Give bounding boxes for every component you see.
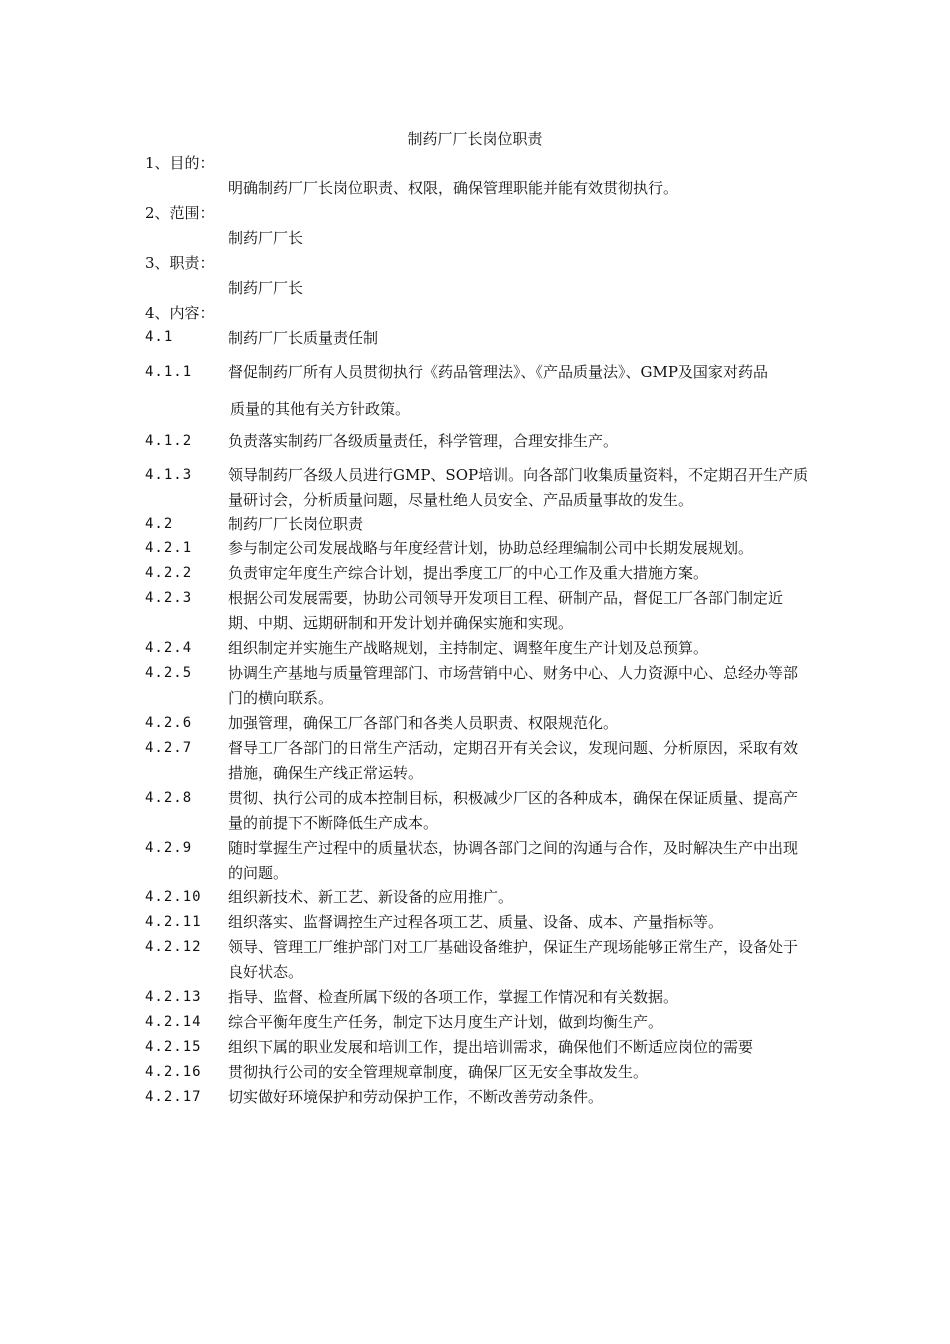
item-number: 4.2.6 [145,715,193,731]
item-text: 督促制药厂所有人员贯彻执行《药品管理法》、《产品质量法》、GMP及国家对药品 [228,363,768,381]
item-text: 协调生产基地与质量管理部门、市场营销中心、财务中心、人力资源中心、总经办等部门的横向联系。 [228,664,799,707]
item-text: 领导、管理工厂维护部门对工厂基础设备维护，保证生产现场能够正常生产，设备处于良好状态。 [228,938,799,981]
item-number: 4.1.2 [145,433,193,449]
item-number: 4.2.17 [145,1089,202,1105]
item-number: 4.2.4 [145,640,193,656]
item-text: 加强管理，确保工厂各部门和各类人员职责、权限规范化。 [228,714,619,732]
item-text: 组织新技术、新工艺、新设备的应用推广。 [228,888,514,906]
item-number: 4.2.9 [145,840,193,856]
item-text: 督导工厂各部门的日常生产活动，定期召开有关会议，发现问题、分析原因，采取有效措施，确保生产线正常运转。 [228,739,799,782]
item-text: 负责落实制药厂各级质量责任，科学管理，合理安排生产。 [228,432,619,450]
item-number: 4.1 [145,329,174,345]
item-text: 制药厂厂长质量责任制 [228,329,379,347]
item-number: 4.2.13 [145,989,202,1005]
item-number: 4.2.15 [145,1039,202,1055]
item-number: 4.1.1 [145,364,193,380]
item-text: 切实做好环境保护和劳动保护工作，不断改善劳动条件。 [228,1088,604,1106]
item-text: 组织制定并实施生产战略规划，主持制定、调整年度生产计划及总预算。 [228,639,709,657]
item-text: 制药厂厂长岗位职责 [228,515,364,533]
item-number: 4.2.11 [145,914,202,930]
section-purpose-heading: 1、目的： [145,154,215,172]
item-text: 参与制定公司发展战略与年度经营计划，协助总经理编制公司中长期发展规划。 [228,539,754,557]
section-duty-text: 制药厂厂长 [228,279,304,297]
item-text: 随时掌握生产过程中的质量状态，协调各部门之间的沟通与合作，及时解决生产中出现的问题。 [228,839,799,882]
item-text: 领导制药厂各级人员进行GMP、SOP培训。向各部门收集质量资料，不定期召开生产质量研讨会，分析质量问题，尽量杜绝人员安全、产品质量事故的发生。 [228,466,809,509]
item-text: 综合平衡年度生产任务，制定下达月度生产计划，做到均衡生产。 [228,1013,664,1031]
item-number: 4.2.2 [145,565,193,581]
item-text: 贯彻执行公司的安全管理规章制度，确保厂区无安全事故发生。 [228,1063,649,1081]
item-number: 4.2.7 [145,740,193,756]
section-duty-heading: 3、职责： [145,254,215,272]
section-scope-heading: 2、范围： [145,204,215,222]
section-scope-text: 制药厂厂长 [228,229,304,247]
item-number: 4.2.3 [145,590,193,606]
section-purpose-text: 明确制药厂厂长岗位职责、权限，确保管理职能并能有效贯彻执行。 [228,179,679,197]
item-text: 组织下属的职业发展和培训工作，提出培训需求，确保他们不断适应岗位的需要 [228,1038,754,1056]
item-number: 4.2.1 [145,540,193,556]
item-number: 4.2.16 [145,1064,202,1080]
item-number: 4.2.14 [145,1014,202,1030]
item-number: 4.2.10 [145,889,202,905]
item-number: 4.2 [145,516,174,532]
item-number: 4.2.5 [145,665,193,681]
item-text: 指导、监督、检查所属下级的各项工作，掌握工作情况和有关数据。 [228,988,679,1006]
item-number: 4.2.12 [145,939,202,955]
item-number: 4.2.8 [145,790,193,806]
item-number: 4.1.3 [145,467,193,483]
item-text: 根据公司发展需要，协助公司领导开发项目工程、研制产品，督促工厂各部门制定近期、中期、远期研制和开发计划并确保实施和实现。 [228,589,784,632]
item-text: 负责审定年度生产综合计划，提出季度工厂的中心工作及重大措施方案。 [228,564,709,582]
item-text: 组织落实、监督调控生产过程各项工艺、质量、设备、成本、产量指标等。 [228,913,724,931]
section-content-heading: 4、内容： [145,304,215,322]
item-text: 贯彻、执行公司的成本控制目标，积极减少厂区的各种成本，确保在保证质量、提高产量的前提下不断降低生产成本。 [228,789,799,832]
item-text-continued: 质量的其他有关方针政策。 [230,400,411,418]
document-title: 制药厂厂长岗位职责 [407,130,543,148]
